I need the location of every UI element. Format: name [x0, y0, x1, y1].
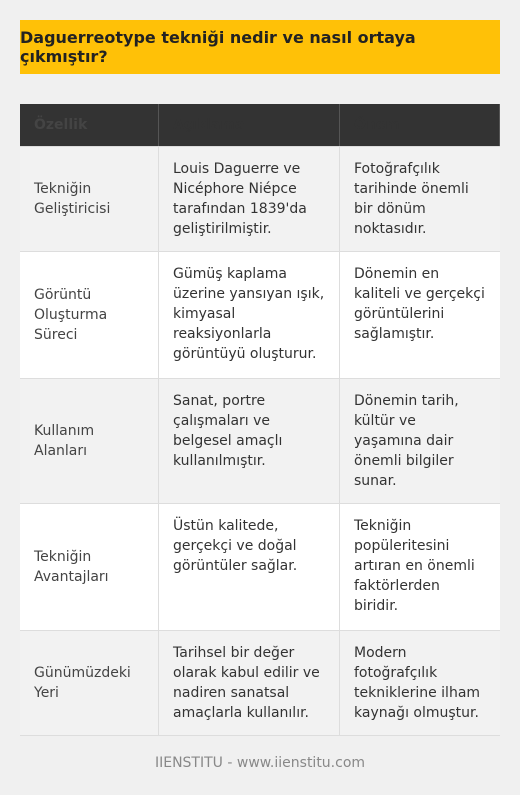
- cell-description: Üstün kalitede, gerçekçi ve doğal görüntüler sağlar.: [159, 504, 340, 630]
- header-feature: Özellik: [20, 104, 159, 146]
- cell-importance: Tekniğin popüleritesini artıran en önemli faktörlerden biridir.: [354, 518, 475, 614]
- header-description: Açıklama: [159, 104, 340, 146]
- cell-feature: Görüntü Oluşturma Süreci: [20, 252, 159, 378]
- cell-description: Sanat, portre çalışmaları ve belgesel amaçlı kullanılmıştır.: [159, 379, 340, 503]
- cell-description: Gümüş kaplama üzerine yansıyan ışık, kimyasal reaksiyonlarla görüntüyü oluşturur.: [159, 252, 340, 378]
- cell-importance: Dönemin tarih, kültür ve yaşamına dair önemli bilgiler sunar.: [354, 393, 459, 489]
- cell-description: Louis Daguerre ve Nicéphore Niépce tarafından 1839'da geliştirilmiştir.: [159, 147, 340, 251]
- page-title: Daguerreotype tekniği nedir ve nasıl ortaya çıkmıştır?: [20, 20, 500, 74]
- footer-credit: IIENSTITU - www.iienstitu.com: [154, 755, 366, 771]
- cell-importance: Modern fotoğrafçılık tekniklerine ilham kaynağı olmuştur.: [354, 645, 481, 721]
- cell-importance: Fotoğrafçılık tarihinde önemli bir dönüm noktasıdır.: [354, 161, 469, 237]
- comparison-table: [20, 104, 500, 736]
- cell-feature: Günümüzdeki Yeri: [20, 631, 159, 735]
- table-row: [20, 631, 500, 736]
- table-row: [20, 252, 500, 379]
- cell-feature: Kullanım Alanları: [20, 379, 159, 503]
- cell-feature: Tekniğin Avantajları: [20, 504, 159, 630]
- header-importance: Önemi: [340, 104, 500, 146]
- cell-importance: Dönemin en kaliteli ve gerçekçi görüntülerini sağlamıştır.: [354, 266, 485, 342]
- cell-description: Tarihsel bir değer olarak kabul edilir ve nadiren sanatsal amaçlarla kullanılır.: [159, 631, 340, 735]
- cell-feature: Tekniğin Geliştiricisi: [20, 147, 159, 251]
- table-row: [20, 147, 500, 252]
- table-row: [20, 379, 500, 504]
- table-header-row: [20, 104, 500, 147]
- table-row: [20, 504, 500, 631]
